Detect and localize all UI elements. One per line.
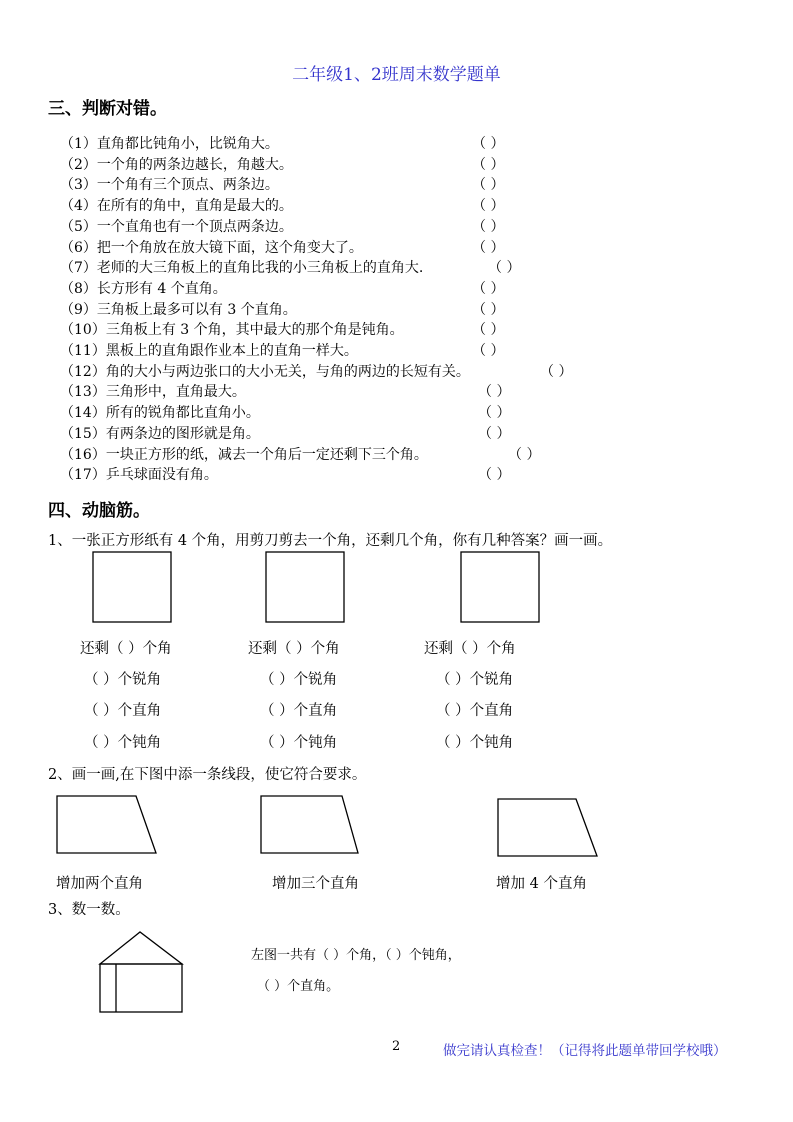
question-1-prompt: 1、一张正方形纸有 4 个角，用剪刀剪去一个角，还剩几个角，你有几种答案？画一画。 <box>48 533 613 549</box>
answer-blank[interactable]: （ ） <box>472 218 505 235</box>
statement-text: （9）三角板上最多可以有 3 个直角。 <box>60 301 297 318</box>
q1-acute-blank[interactable]: （ ）个锐角 <box>84 672 162 688</box>
statement-text: （17）乒乓球面没有角。 <box>60 467 218 484</box>
q1-remain-blank[interactable]: 还剩（ ）个角 <box>424 641 516 657</box>
q1-obtuse-blank[interactable]: （ ）个钝角 <box>436 735 514 751</box>
q3-line-1: 左图一共有（ ）个角，（ ）个钝角， <box>251 948 461 963</box>
q2-label-2: 增加三个直角 <box>272 876 359 892</box>
answer-blank[interactable]: （ ） <box>472 343 505 359</box>
q2-label-3: 增加 4 个直角 <box>496 876 587 892</box>
statement-text: （3）一个角有三个顶点、两条边。 <box>60 177 279 194</box>
statement-text: （13）三角形中，直角最大。 <box>60 384 246 401</box>
square-figure-3 <box>461 552 539 622</box>
page-number: 2 <box>392 1039 401 1054</box>
statement-text: （4）在所有的角中，直角是最大的。 <box>60 198 293 215</box>
q1-acute-blank[interactable]: （ ）个锐角 <box>436 672 514 688</box>
answer-blank[interactable]: （ ） <box>472 280 505 297</box>
question-3-prompt: 3、数一数。 <box>48 902 130 918</box>
answer-blank[interactable]: （ ） <box>472 177 505 194</box>
section-4-heading: 四、动脑筋。 <box>48 501 150 521</box>
square-figure-2 <box>266 552 344 622</box>
statement-text: （15）有两条边的图形就是角。 <box>60 425 260 442</box>
q1-remain-blank[interactable]: 还剩（ ）个角 <box>80 641 172 657</box>
q1-obtuse-blank[interactable]: （ ）个钝角 <box>84 735 162 751</box>
statement-text: （12）角的大小与两边张口的大小无关，与角的两边的长短有关。 <box>60 363 470 380</box>
q1-remain-blank[interactable]: 还剩（ ）个角 <box>248 641 340 657</box>
answer-blank[interactable]: （ ） <box>472 156 505 173</box>
answer-blank[interactable]: （ ） <box>472 322 505 339</box>
answer-blank[interactable]: （ ） <box>478 405 511 422</box>
statement-text: （6）把一个角放在放大镜下面，这个角变大了。 <box>60 239 363 256</box>
statement-text: （5）一个直角也有一个顶点两条边。 <box>60 218 293 235</box>
section-3-heading: 三、判断对错。 <box>48 99 167 119</box>
question-2-prompt: 2、画一画,在下图中添一条线段，使它符合要求。 <box>48 767 367 783</box>
q1-obtuse-blank[interactable]: （ ）个钝角 <box>260 735 338 751</box>
q2-label-1: 增加两个直角 <box>56 876 143 892</box>
statement-text: （16）一块正方形的纸，减去一个角后一定还剩下三个角。 <box>60 446 428 463</box>
answer-blank[interactable]: （ ） <box>472 239 505 256</box>
q1-right-blank[interactable]: （ ）个直角 <box>436 703 514 719</box>
answer-blank[interactable]: （ ） <box>472 301 505 318</box>
q1-acute-blank[interactable]: （ ）个锐角 <box>260 672 338 688</box>
square-figure-1 <box>93 552 171 622</box>
answer-blank[interactable]: （ ） <box>478 467 511 484</box>
statement-text: （1）直角都比钝角小，比锐角大。 <box>60 136 279 152</box>
answer-blank[interactable]: （ ） <box>508 446 541 463</box>
answer-blank[interactable]: （ ） <box>488 260 521 277</box>
trapezoid-figure-2 <box>261 796 358 853</box>
house-figure <box>100 932 182 1012</box>
answer-blank[interactable]: （ ） <box>540 363 573 380</box>
trapezoid-figure-3 <box>498 799 597 856</box>
statement-text: （14）所有的锐角都比直角小。 <box>60 405 260 422</box>
q3-line-2: （ ）个直角。 <box>257 979 340 994</box>
statement-text: （2）一个角的两条边越长，角越大。 <box>60 156 293 173</box>
statement-text: （7）老师的大三角板上的直角比我的小三角板上的直角大. <box>60 260 424 277</box>
statement-text: （10）三角板上有 3 个角，其中最大的那个角是钝角。 <box>60 322 404 339</box>
page-title: 二年级1、2班周末数学题单 <box>292 65 501 85</box>
statement-text: （8）长方形有 4 个直角。 <box>60 280 227 297</box>
answer-blank[interactable]: （ ） <box>472 136 505 152</box>
statement-text: （11）黑板上的直角跟作业本上的直角一样大。 <box>60 343 358 359</box>
q1-right-blank[interactable]: （ ）个直角 <box>260 703 338 719</box>
answer-blank[interactable]: （ ） <box>478 425 511 442</box>
trapezoid-figure-1 <box>57 796 156 853</box>
answer-blank[interactable]: （ ） <box>472 198 505 215</box>
answer-blank[interactable]: （ ） <box>478 384 511 401</box>
q1-right-blank[interactable]: （ ）个直角 <box>84 703 162 719</box>
footer-note: 做完请认真检查！（记得将此题单带回学校哦） <box>443 1043 727 1059</box>
